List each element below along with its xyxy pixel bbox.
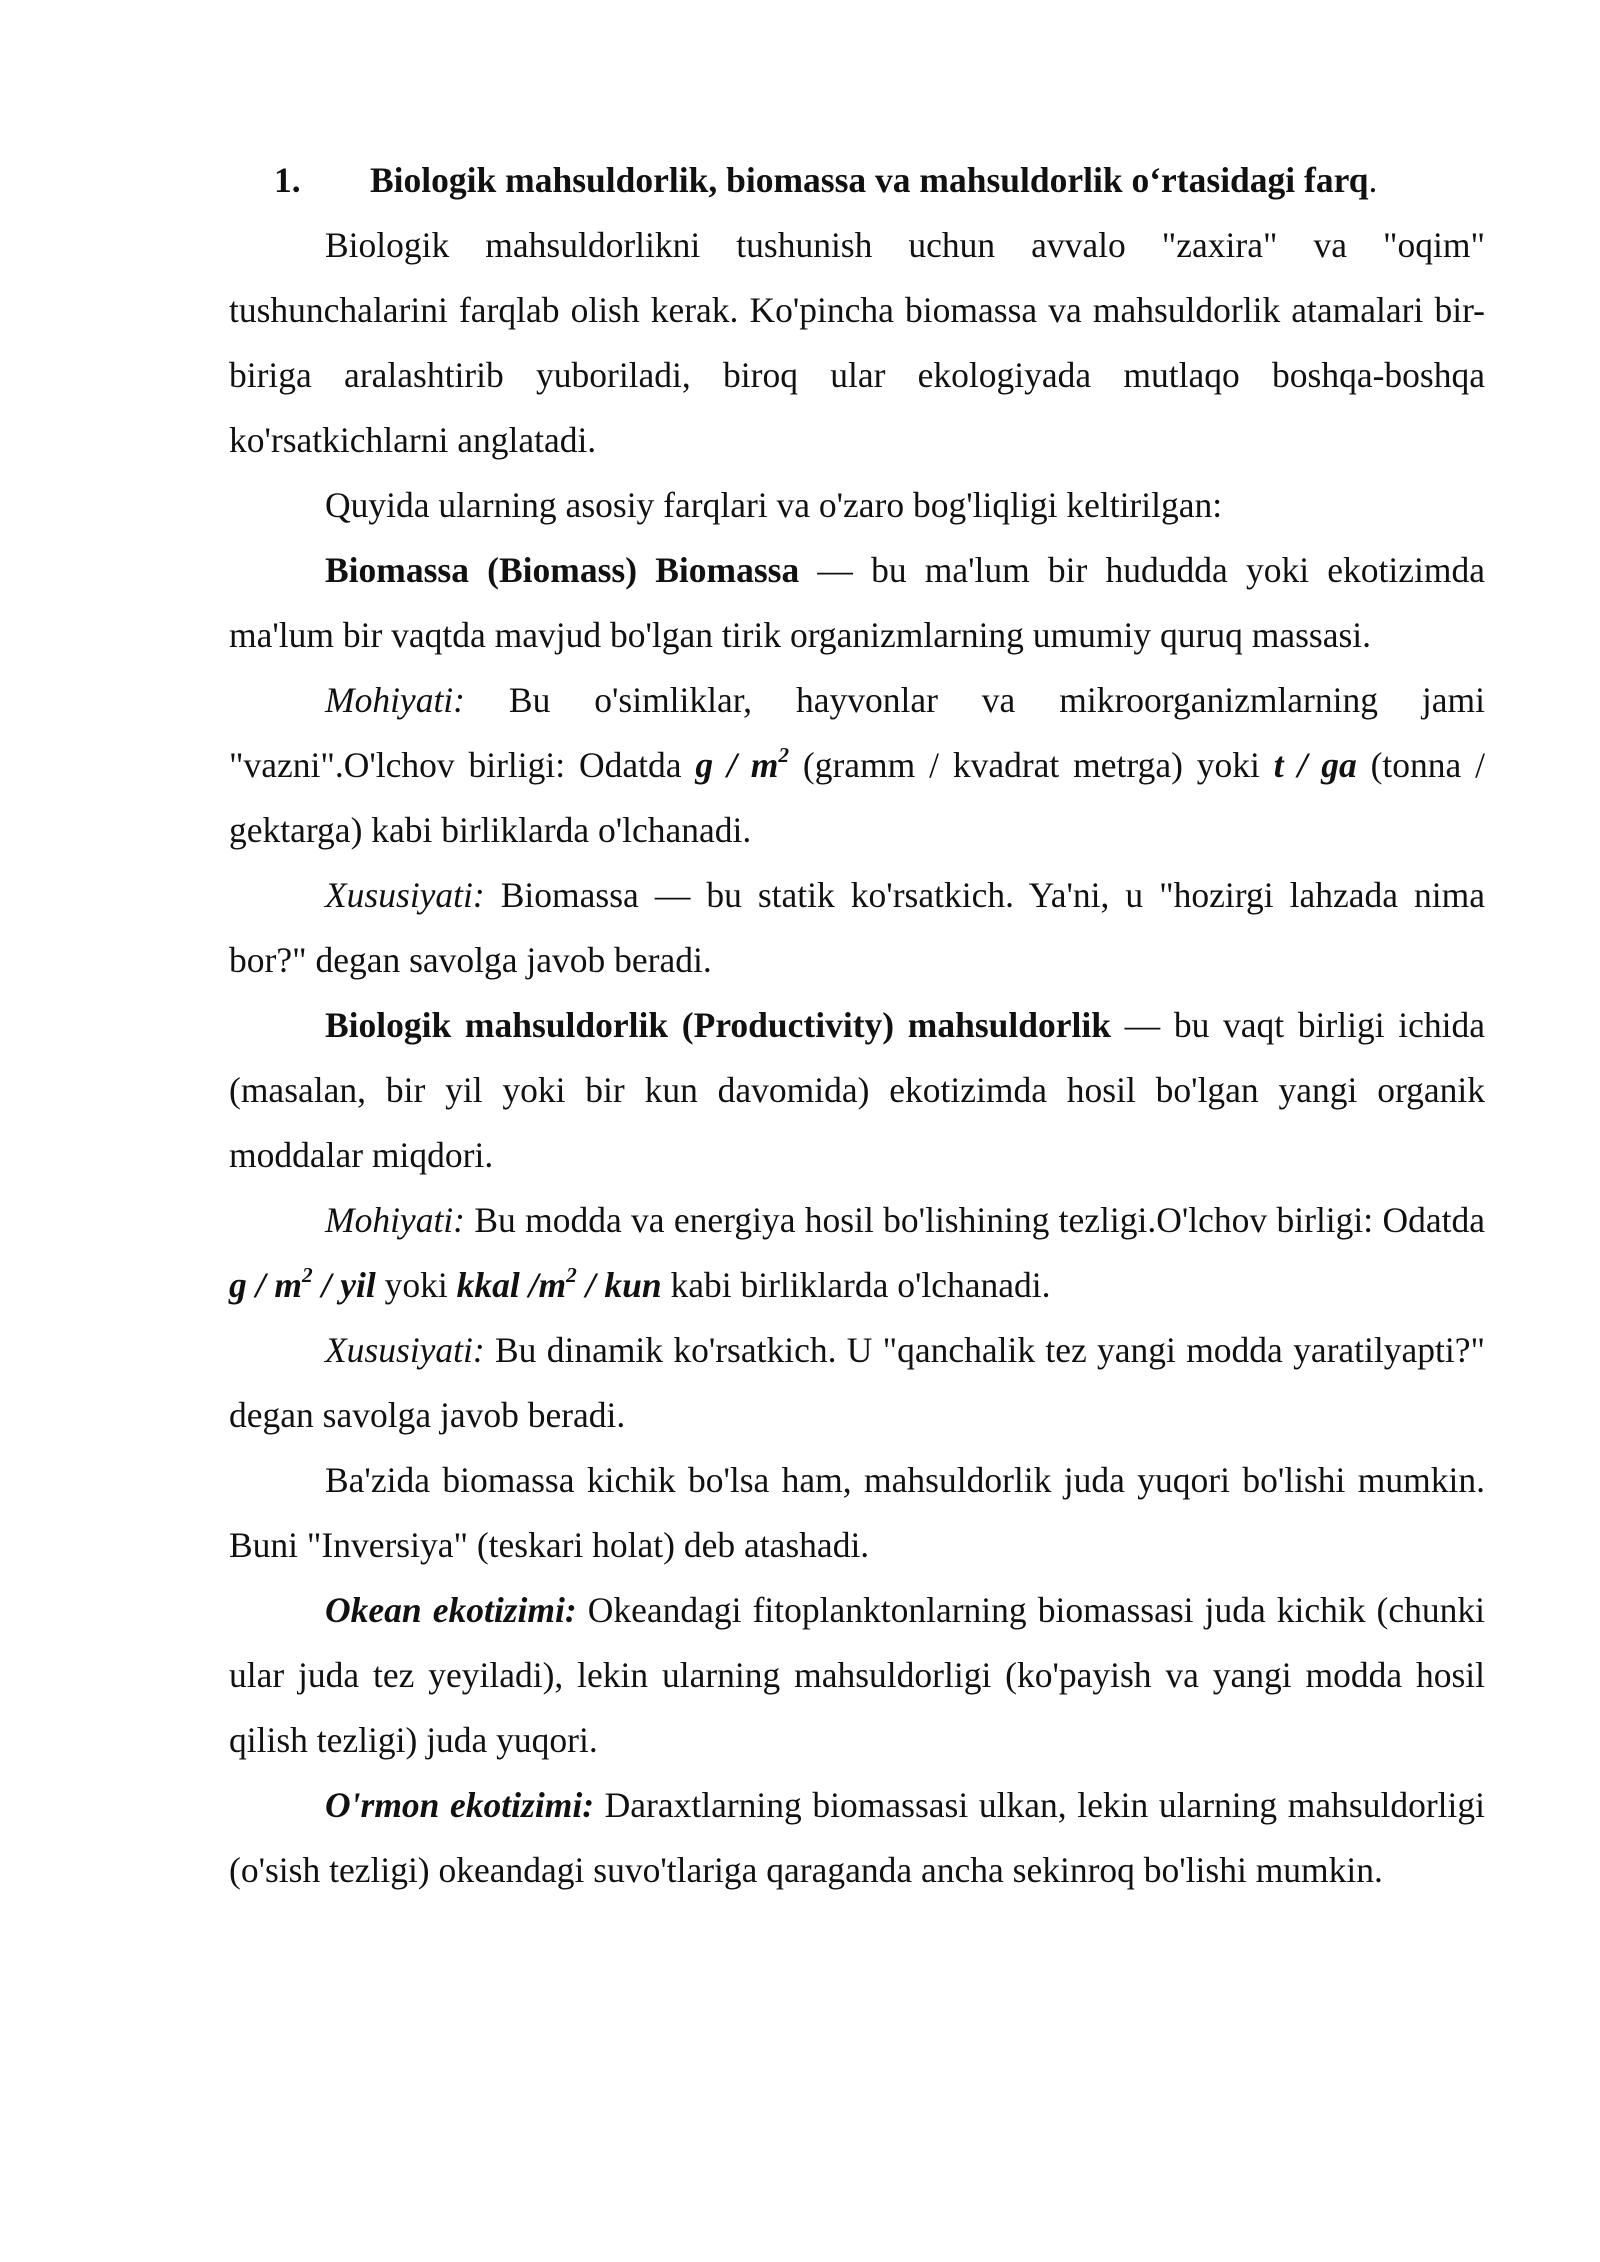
- biomass-essence-label: Mohiyati:: [325, 680, 465, 720]
- biomass-unit-gm2-base: g / m: [695, 745, 779, 785]
- section-title: Biologik mahsuldorlik, biomassa va mahsuldorlik o‘rtasidagi farq: [370, 160, 1369, 200]
- productivity-unit1-exp: 2: [301, 1263, 313, 1288]
- section-title-period: .: [1368, 160, 1378, 200]
- productivity-unit-tail: kabi birliklarda o'lchanadi.: [661, 1265, 1051, 1305]
- productivity-unit-mid: yoki: [375, 1265, 457, 1305]
- biomass-essence: [229, 668, 1485, 863]
- productivity-feature-text: Bu dinamik ko'rsatkich. U "qanchalik tez yangi modda yaratilyapti?" degan savolga javob beradi.: [229, 1330, 1485, 1435]
- biomass-unit-tga: t / ga: [1273, 745, 1357, 785]
- biomass-essence-text: Bu o'simliklar, hayvonlar va mikroorganizmlarning jami "vazni".O'lchov birligi: Odatda: [229, 680, 1485, 785]
- ocean-label: Okean ekotizimi:: [325, 1590, 577, 1630]
- productivity-unit2-base: kkal /m: [456, 1265, 567, 1305]
- intro-paragraph: Biologik mahsuldorlikni tushunish uchun avvalo "zaxira" va "oqim" tushunchalarini farqlab olish kerak. Ko'pincha biomassa va mahsuldorlik atamalari bir-biriga aralashtirib yuboriladi, biroq ular ekologiyada mutlaqo boshqa-boshqa ko'rsatkichlarni anglatadi.: [229, 225, 1485, 460]
- productivity-unit2-exp: 2: [566, 1263, 577, 1288]
- productivity-unit1-tail: / yil: [312, 1265, 376, 1305]
- forest-label: O'rmon ekotizimi:: [325, 1785, 595, 1825]
- productivity-essence-label: Mohiyati:: [325, 1200, 465, 1240]
- forest-example: [229, 1773, 1485, 1903]
- productivity-unit1-base: g / m: [229, 1265, 302, 1305]
- biomass-feature-text: Biomassa — bu statik ko'rsatkich. Ya'ni, u "hozirgi lahzada nima bor?" degan savolga javob beradi.: [229, 875, 1485, 980]
- biomass-definition-text: — bu ma'lum bir hududda yoki ekotizimda ma'lum bir vaqtda mavjud bo'lgan tirik organizmlarning umumiy quruq massasi.: [229, 550, 1485, 655]
- ocean-text: Okeandagi fitoplanktonlarning biomassasi juda kichik (chunki ular juda tez yeyiladi), lekin ularning mahsuldorligi (ko'payish va yangi modda hosil qilish tezligi) juda yuqori.: [229, 1590, 1485, 1760]
- section-number: 1.: [274, 160, 301, 200]
- productivity-essence-text: Bu modda va energiya hosil bo'lishining tezligi.O'lchov birligi: Odatda: [465, 1200, 1485, 1240]
- biomass-feature-label: Xususiyati:: [325, 875, 485, 915]
- document-page: [229, 148, 1485, 1903]
- productivity-definition: [229, 993, 1485, 1188]
- biomass-term: Biomassa (Biomass) Biomassa: [325, 550, 800, 590]
- biomass-unit-tga-note: (tonna / gektarga) kabi birliklarda o'lchanadi.: [229, 745, 1486, 850]
- productivity-feature-label: Xususiyati:: [325, 1330, 485, 1370]
- productivity-unit2-tail: / kun: [576, 1265, 662, 1305]
- productivity-unit-kkal-kun: [457, 1265, 662, 1305]
- productivity-term: Biologik mahsuldorlik (Productivity) mahsuldorlik: [325, 1005, 1111, 1045]
- productivity-unit-gm2-yil: [229, 1265, 376, 1305]
- biomass-definition: [229, 538, 1485, 668]
- inversion-paragraph: Ba'zida biomassa kichik bo'lsa ham, mahsuldorlik juda yuqori bo'lishi mumkin. Buni "Inversiya" (teskari holat) deb atashadi.: [229, 1460, 1485, 1565]
- ocean-example: [229, 1578, 1485, 1773]
- biomass-feature: [229, 863, 1485, 993]
- biomass-unit-gm2-exp: 2: [778, 743, 790, 768]
- productivity-definition-text: — bu vaqt birligi ichida (masalan, bir yil yoki bir kun davomida) ekotizimda hosil bo'lgan yangi organik moddalar miqdori.: [229, 1005, 1485, 1175]
- section-title-wrap: [370, 148, 1377, 213]
- section-heading: [229, 148, 1485, 213]
- forest-text: Daraxtlarning biomassasi ulkan, lekin ularning mahsuldorligi (o'sish tezligi) okeandagi suvo'tlariga qaraganda ancha sekinroq bo'lishi mumkin.: [229, 1785, 1485, 1890]
- biomass-unit-gm2-note: (gramm / kvadrat metrga) yoki: [789, 745, 1274, 785]
- intro-list-lead: Quyida ularning asosiy farqlari va o'zaro bog'liqligi keltirilgan:: [325, 485, 1223, 525]
- biomass-unit-gm2: [695, 745, 789, 785]
- productivity-feature: [229, 1318, 1485, 1448]
- productivity-essence: [229, 1188, 1485, 1318]
